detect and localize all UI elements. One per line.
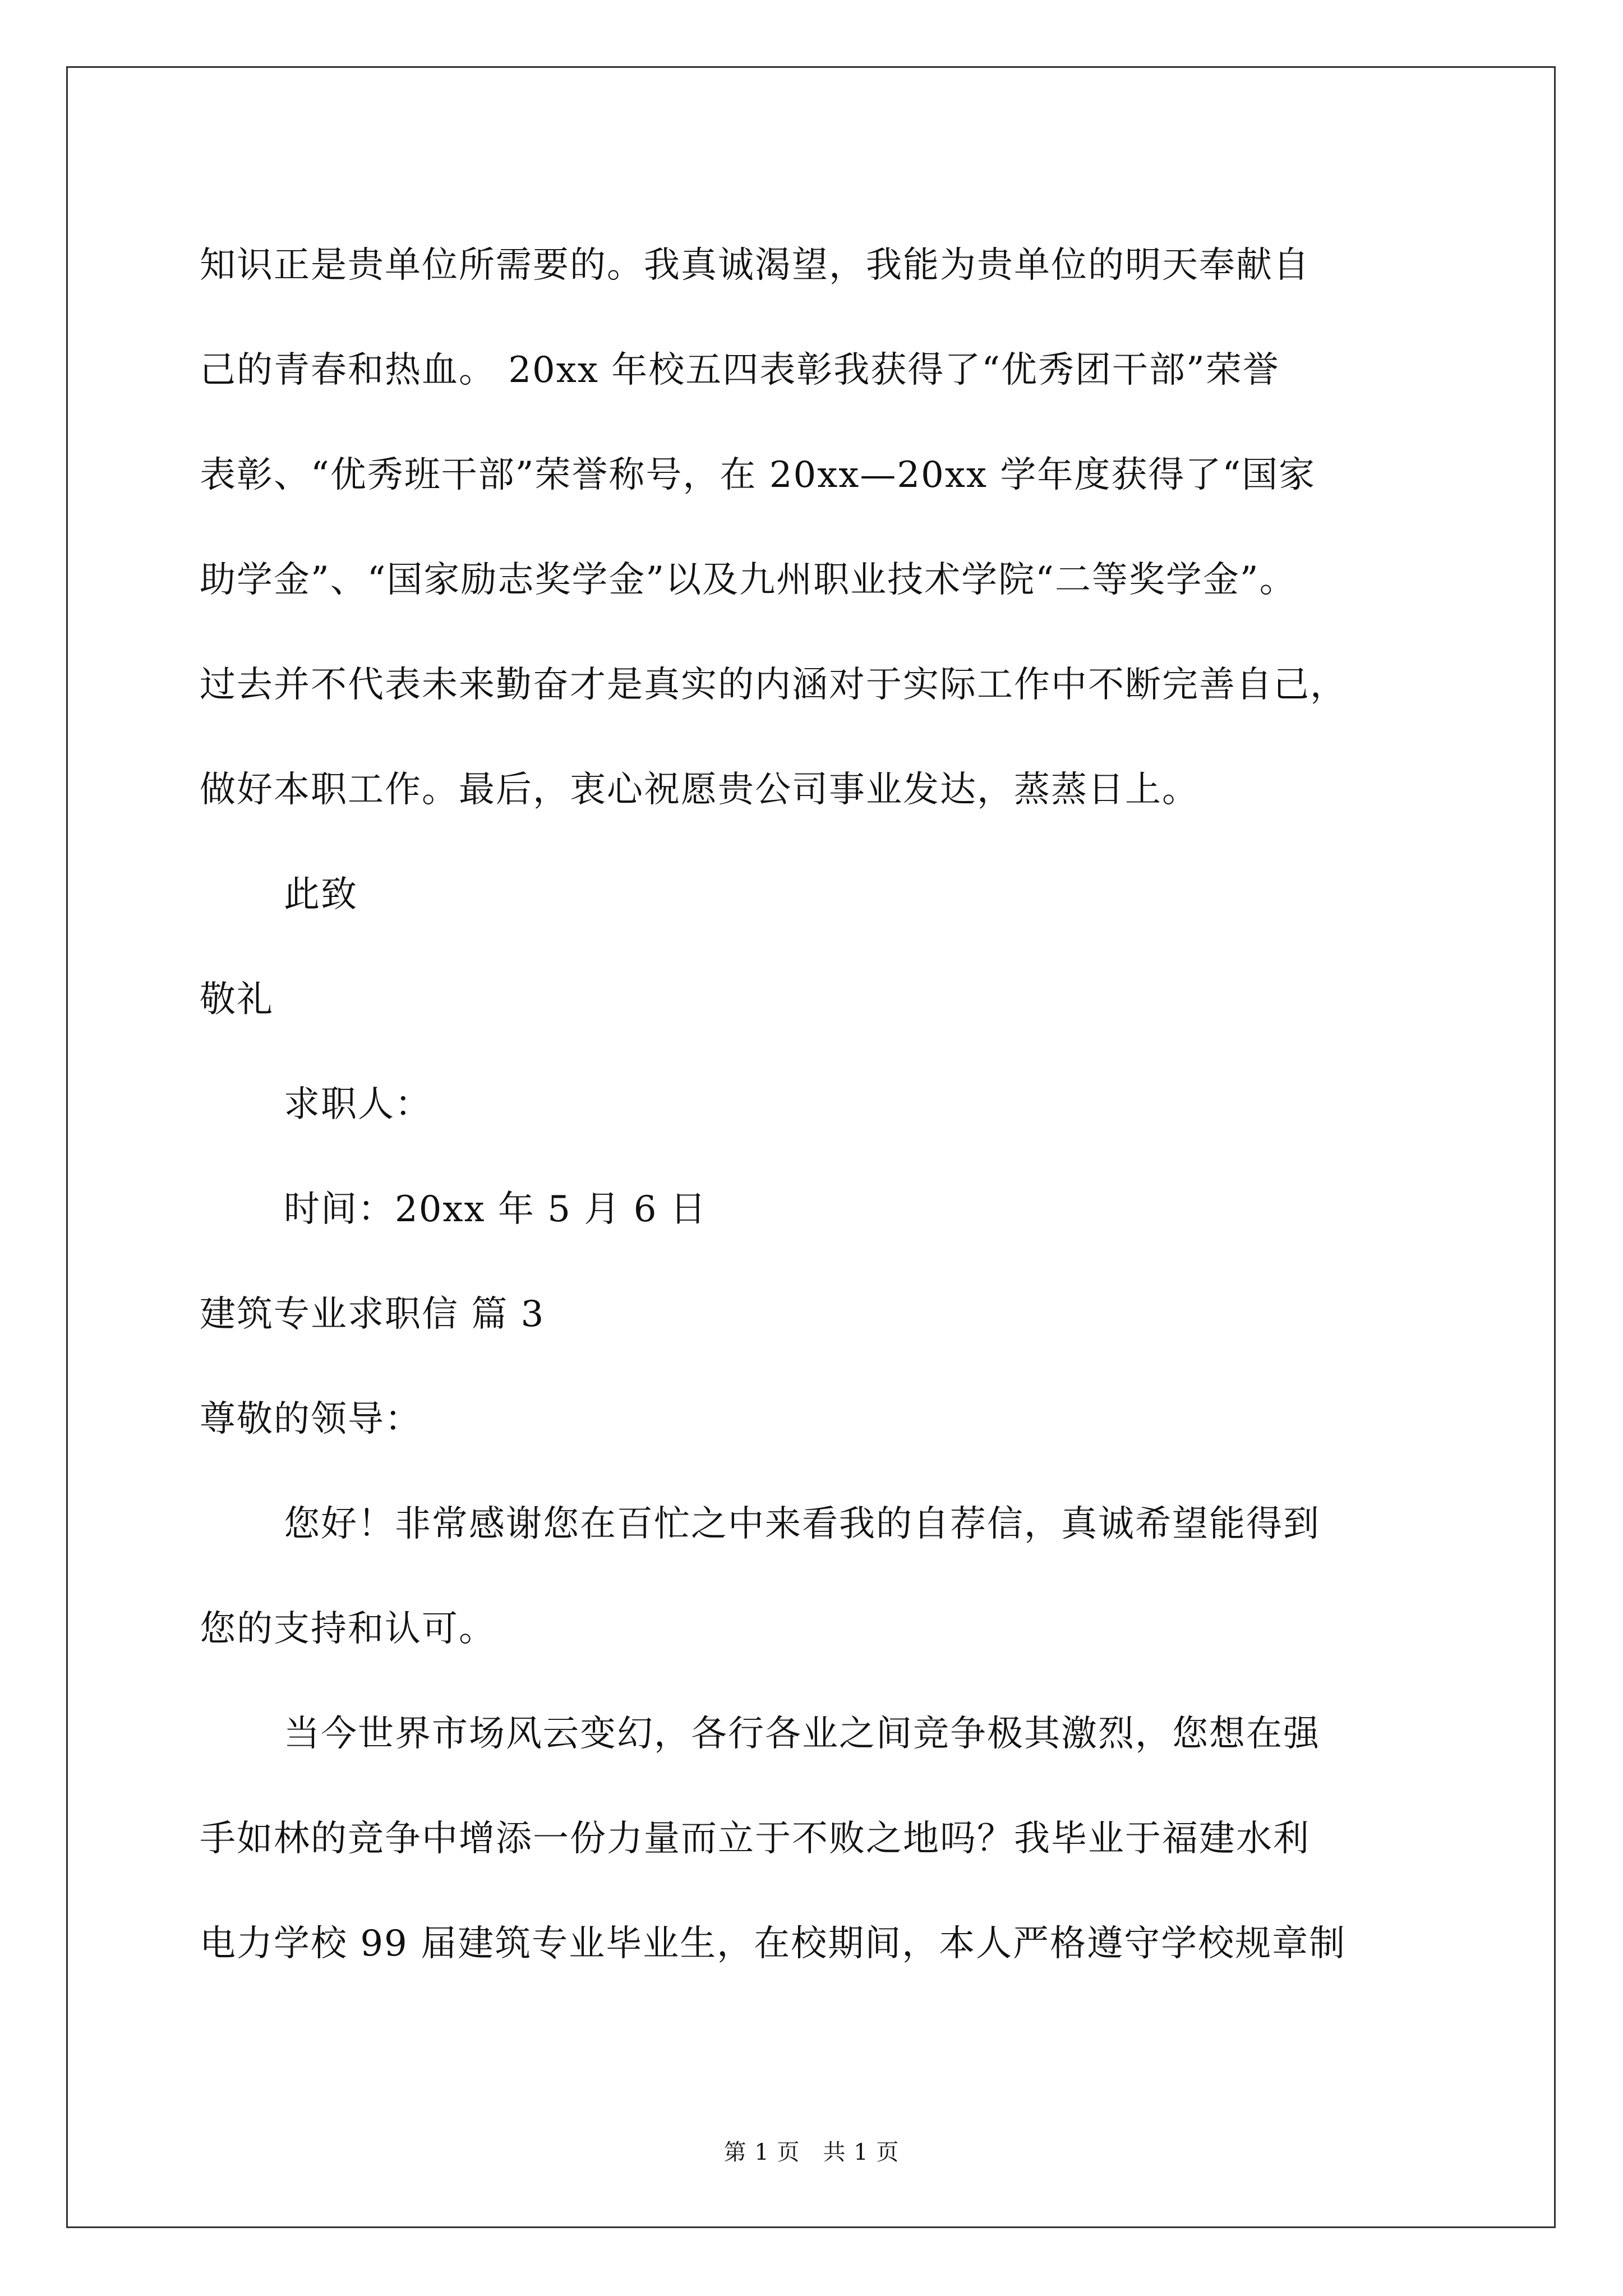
paragraph-line: 手如林的竞争中增添一份力量而立于不败之地吗？我毕业于福建水利 — [200, 1818, 1310, 1860]
paragraph-line: 当今世界市场风云变幻，各行各业之间竞争极其激烈，您想在强 — [284, 1713, 1320, 1755]
paragraph-line: 电力学校 99 届建筑专业毕业生，在校期间，本人严格遵守学校规章制 — [200, 1923, 1347, 1964]
page-footer: 第 1 页 共 1 页 — [723, 2139, 900, 2165]
letter-greeting: 尊敬的领导： — [200, 1398, 422, 1440]
section-heading: 建筑专业求职信 篇 3 — [200, 1294, 545, 1335]
paragraph-line: 做好本职工作。最后，衷心祝愿贵公司事业发达，蒸蒸日上。 — [200, 769, 1199, 811]
paragraph-line: 您好！非常感谢您在百忙之中来看我的自荐信，真诚希望能得到 — [284, 1503, 1320, 1545]
paragraph-line: 过去并不代表未来勤奋才是真实的内涵对于实际工作中不断完善自己， — [200, 664, 1347, 706]
closing-salutation: 此致 — [284, 874, 358, 915]
letter-date: 时间：20xx 年 5 月 6 日 — [284, 1189, 707, 1230]
paragraph-line: 知识正是贵单位所需要的。我真诚渴望，我能为贵单位的明天奉献自 — [200, 245, 1310, 286]
document-body — [200, 213, 1433, 1996]
paragraph-line: 表彰、“优秀班干部”荣誉称号，在 20xx—20xx 学年度获得了“国家 — [200, 454, 1316, 496]
applicant-signature: 求职人： — [284, 1084, 432, 1125]
closing-regards: 敬礼 — [200, 979, 274, 1020]
paragraph-line: 己的青春和热血。 20xx 年校五四表彰我获得了“优秀团干部”荣誉 — [200, 349, 1280, 391]
paragraph-line: 助学金”、“国家励志奖学金”以及九州职业技术学院“二等奖学金”。 — [200, 559, 1297, 601]
paragraph-line: 您的支持和认可。 — [200, 1608, 496, 1650]
